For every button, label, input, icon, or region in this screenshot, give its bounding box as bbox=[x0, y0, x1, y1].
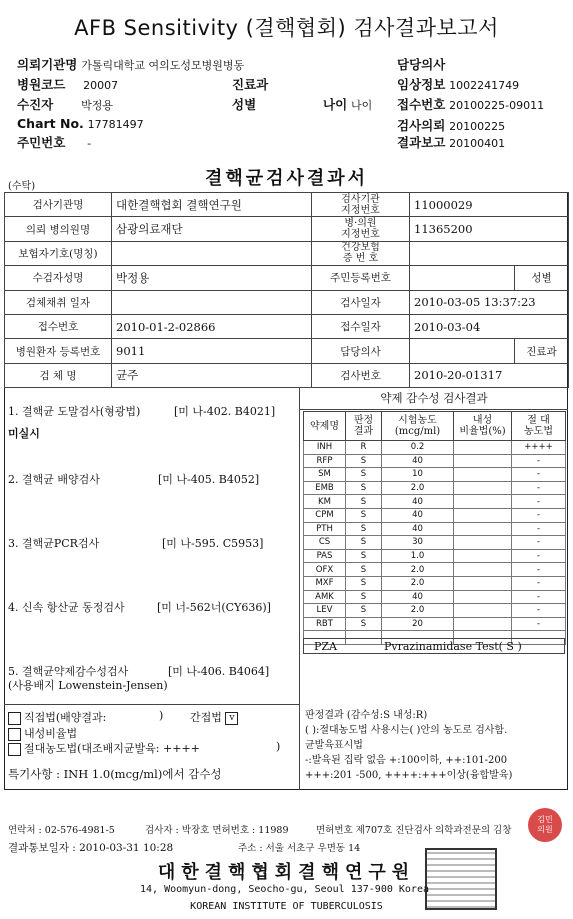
sens-header: 내성 비율법(%) bbox=[454, 412, 512, 441]
info-label: 검 체 명 bbox=[5, 363, 112, 387]
info-value: 균주 bbox=[112, 363, 312, 387]
sens-cell: 1.0 bbox=[382, 549, 454, 563]
table-row bbox=[304, 563, 566, 577]
sens-cell: 2.0 bbox=[382, 576, 454, 590]
sens-cell bbox=[454, 576, 512, 590]
patient-label: 수진자 bbox=[17, 97, 54, 112]
address-en: 14, Woomyun-dong, Seocho-gu, Seoul 137-900 Korea bbox=[140, 884, 429, 895]
info-row bbox=[5, 363, 569, 387]
sens-cell bbox=[454, 617, 512, 631]
method-ratio-label: 내성비율법 bbox=[24, 727, 78, 740]
table-row bbox=[304, 508, 566, 522]
chart-no-label: Chart No. bbox=[17, 116, 84, 131]
sens-cell: MXF bbox=[304, 576, 346, 590]
sens-cell: 0.2 bbox=[382, 441, 454, 455]
info-label: 검사기관명 bbox=[5, 193, 112, 217]
info-label: 주민등록번호 bbox=[312, 266, 410, 290]
info-label: 접수번호 bbox=[5, 314, 112, 338]
info-label: 접수일자 bbox=[312, 314, 410, 338]
info-row bbox=[5, 314, 569, 338]
rrn-label: 주민번호 bbox=[17, 135, 66, 150]
sens-cell: RFP bbox=[304, 454, 346, 468]
info-value: 11000029 bbox=[410, 193, 569, 217]
report-label: 결과보고 bbox=[397, 135, 446, 150]
sens-cell bbox=[454, 536, 512, 550]
sens-cell: 40 bbox=[382, 495, 454, 509]
info-row bbox=[5, 193, 569, 217]
table-row bbox=[304, 604, 566, 618]
report-line bbox=[397, 133, 505, 151]
sens-cell: S bbox=[346, 536, 382, 550]
consignment-tag: (수탁) bbox=[8, 181, 36, 192]
sens-cell bbox=[454, 590, 512, 604]
sens-header: 시험농도 (mcg/ml) bbox=[382, 412, 454, 441]
sens-cell: S bbox=[346, 617, 382, 631]
sens-cell: 10 bbox=[382, 468, 454, 482]
hospital-code-line bbox=[17, 75, 118, 93]
info-row bbox=[5, 217, 569, 241]
footer-address-kr: 주소 : 서울 서초구 우면동 14 bbox=[238, 843, 361, 854]
clinical-info-value: 1002241749 bbox=[449, 79, 520, 92]
sens-cell: 40 bbox=[382, 590, 454, 604]
judge-line: +++:201 -500, ++++:+++이상(융합발육) bbox=[305, 770, 513, 781]
sens-cell: ++++ bbox=[512, 441, 566, 455]
info-value: 2010-03-05 13:37:23 bbox=[410, 290, 569, 314]
info-label: 진료과 bbox=[515, 339, 569, 363]
info-table bbox=[4, 192, 569, 388]
info-label: 의뢰 병의원명 bbox=[5, 217, 112, 241]
sens-cell bbox=[454, 604, 512, 618]
age-line bbox=[323, 95, 372, 113]
sens-cell: LEV bbox=[304, 604, 346, 618]
info-value bbox=[112, 241, 312, 265]
chart-no-line bbox=[17, 116, 144, 131]
sens-cell: S bbox=[346, 522, 382, 536]
sens-cell: - bbox=[512, 617, 566, 631]
table-row bbox=[304, 536, 566, 550]
institution-line bbox=[17, 55, 244, 73]
doctor-seal: 김민 의원 bbox=[528, 808, 562, 842]
dept-label: 진료과 bbox=[232, 77, 269, 92]
sens-cell: 2.0 bbox=[382, 481, 454, 495]
sens-cell: - bbox=[512, 563, 566, 577]
test-code-pcr: [미 나-595. C5953] bbox=[162, 537, 264, 550]
sens-cell: S bbox=[346, 454, 382, 468]
sens-cell: AMK bbox=[304, 590, 346, 604]
test-code-culture: [미 나-405. B4052] bbox=[158, 473, 260, 486]
receipt-label: 접수번호 bbox=[397, 97, 446, 112]
table-row bbox=[304, 441, 566, 455]
info-row bbox=[5, 339, 569, 363]
sens-cell: 40 bbox=[382, 454, 454, 468]
sens-cell: 40 bbox=[382, 522, 454, 536]
sens-cell: R bbox=[346, 441, 382, 455]
report-value: 20100401 bbox=[449, 137, 506, 150]
info-label: 성별 bbox=[515, 266, 569, 290]
sens-cell bbox=[454, 441, 512, 455]
sens-cell: 2.0 bbox=[382, 604, 454, 618]
sens-cell: - bbox=[512, 508, 566, 522]
sens-cell: S bbox=[346, 481, 382, 495]
sens-cell: CPM bbox=[304, 508, 346, 522]
test-item-culture: 2. 결핵균 배양검사 bbox=[8, 473, 100, 486]
sens-cell bbox=[454, 522, 512, 536]
info-row bbox=[5, 241, 569, 265]
form-title: 결핵균검사결과서 bbox=[204, 168, 369, 189]
sensitivity-title: 약제 감수성 검사결과 bbox=[300, 387, 568, 410]
info-label: 검체채취 일자 bbox=[5, 290, 112, 314]
judge-line: -:발육된 집락 없음 +:100이하, ++:101-200 bbox=[305, 755, 508, 766]
pza-value: Pvrazinamidase Test( S ) bbox=[384, 640, 522, 653]
test-code-susceptibility: [미 나-406. B4064] bbox=[168, 665, 270, 678]
sens-cell: INH bbox=[304, 441, 346, 455]
info-value: 박정용 bbox=[112, 266, 312, 290]
sens-cell: - bbox=[512, 495, 566, 509]
ward-value: 병동 bbox=[222, 59, 245, 72]
institution-value: 가톨릭대학교 여의도성모병원 bbox=[81, 59, 223, 72]
divider bbox=[4, 704, 300, 705]
request-line bbox=[397, 116, 505, 134]
sens-cell: - bbox=[512, 604, 566, 618]
hospital-code-label: 병원코드 bbox=[17, 77, 66, 92]
footer-contact: 연락처 : 02-576-4981-5 bbox=[8, 825, 115, 836]
hospital-code-value: 20007 bbox=[83, 79, 119, 92]
info-value: 2010-01-2-02866 bbox=[112, 314, 312, 338]
test-item-identification: 4. 신속 항산균 동정검사 bbox=[8, 601, 125, 614]
request-label: 검사의뢰 bbox=[397, 118, 446, 133]
test-item-pcr: 3. 결핵균PCR검사 bbox=[8, 537, 100, 550]
info-value: 대한결핵협회 결핵연구원 bbox=[112, 193, 312, 217]
method-abs-label: 절대농도법(대조배지균발육: ++++ bbox=[24, 742, 200, 755]
method-abs-close: ) bbox=[276, 740, 281, 753]
sens-cell: S bbox=[346, 604, 382, 618]
test-code-smear: [미 나-402. B4021] bbox=[174, 405, 276, 418]
info-label: 건강보험 증 번 호 bbox=[312, 241, 410, 265]
table-row bbox=[304, 495, 566, 509]
sensitivity-table bbox=[303, 411, 566, 645]
institution-label: 의뢰기관명 bbox=[17, 57, 78, 72]
sens-cell: SM bbox=[304, 468, 346, 482]
test-medium: (사용배지 Lowenstein-Jensen) bbox=[8, 679, 168, 692]
patient-name: 박정용 bbox=[81, 99, 113, 112]
special-note: 특기사항 : INH 1.0(mcg/ml)에서 감수성 bbox=[8, 767, 222, 781]
table-row bbox=[304, 481, 566, 495]
info-label: 병·의원 지정번호 bbox=[312, 217, 410, 241]
clinical-info-line bbox=[397, 75, 519, 93]
pza-label: PZA bbox=[314, 640, 337, 653]
footer-inspector: 검사자 : 박장호 면허번호 : 11989 bbox=[145, 825, 289, 836]
info-value: 9011 bbox=[112, 339, 312, 363]
info-label: 검사기관 지정번호 bbox=[312, 193, 410, 217]
sens-cell: 30 bbox=[382, 536, 454, 550]
test-item-smear: 1. 결핵균 도말검사(형광법) bbox=[8, 405, 141, 418]
method-abs-line bbox=[8, 740, 200, 756]
sens-cell: S bbox=[346, 576, 382, 590]
receipt-value: 20100225-09011 bbox=[449, 99, 545, 112]
sens-cell: S bbox=[346, 468, 382, 482]
sens-cell: - bbox=[512, 536, 566, 550]
sens-cell: - bbox=[512, 468, 566, 482]
judge-line: 판정결과 (감수성:S 내성:R) bbox=[305, 710, 428, 721]
sens-cell: - bbox=[512, 576, 566, 590]
chart-no-value: 17781497 bbox=[87, 118, 144, 131]
method-indirect-line bbox=[190, 709, 241, 725]
sens-cell bbox=[454, 495, 512, 509]
test-result-smear: 미실시 bbox=[8, 427, 40, 440]
pza-row bbox=[303, 638, 565, 654]
table-row bbox=[304, 468, 566, 482]
sens-cell: EMB bbox=[304, 481, 346, 495]
sens-header: 절 대 농도법 bbox=[512, 412, 566, 441]
method-direct-label: 직접법(배양결과: bbox=[24, 711, 107, 724]
judge-line: ( ):절대농도법 사용시는( )안의 농도로 검사함. bbox=[305, 725, 508, 736]
method-direct-checkbox[interactable] bbox=[8, 712, 21, 725]
doctor-label: 담당의사 bbox=[397, 57, 446, 72]
sens-cell: - bbox=[512, 481, 566, 495]
sens-cell: 2.0 bbox=[382, 563, 454, 577]
judge-line: 균발육표시법 bbox=[305, 740, 363, 751]
sens-cell: RBT bbox=[304, 617, 346, 631]
sens-cell: S bbox=[346, 590, 382, 604]
table-row bbox=[304, 590, 566, 604]
info-label: 병원환자 등록번호 bbox=[5, 339, 112, 363]
table-row bbox=[304, 549, 566, 563]
request-value: 20100225 bbox=[449, 120, 506, 133]
info-value bbox=[410, 241, 569, 265]
judge-legend bbox=[300, 708, 568, 783]
sens-cell: - bbox=[512, 590, 566, 604]
info-row bbox=[5, 290, 569, 314]
method-indirect-checkbox[interactable]: v bbox=[225, 712, 238, 725]
test-list bbox=[4, 387, 300, 790]
sens-cell: - bbox=[512, 549, 566, 563]
patient-line bbox=[17, 95, 113, 113]
sens-cell: S bbox=[346, 549, 382, 563]
test-code-identification: [미 너-562너(CY636)] bbox=[157, 601, 271, 614]
footer-license: 면허번호 제707호 진단검사 의학과전문의 김창 bbox=[316, 825, 512, 836]
info-label: 담당의사 bbox=[312, 339, 410, 363]
table-row bbox=[304, 617, 566, 631]
info-value: 삼광의료재단 bbox=[112, 217, 312, 241]
sens-cell: 20 bbox=[382, 617, 454, 631]
sens-cell: PTH bbox=[304, 522, 346, 536]
method-ratio-checkbox[interactable] bbox=[8, 728, 21, 741]
sens-cell: OFX bbox=[304, 563, 346, 577]
info-value bbox=[410, 266, 515, 290]
sens-header: 판정 결과 bbox=[346, 412, 382, 441]
sex-label: 성별 bbox=[232, 97, 257, 112]
info-row bbox=[5, 266, 569, 290]
sens-cell: KM bbox=[304, 495, 346, 509]
sens-cell: PAS bbox=[304, 549, 346, 563]
table-row bbox=[304, 576, 566, 590]
rrn-line bbox=[17, 133, 91, 151]
rrn-value: - bbox=[87, 137, 92, 150]
sens-cell bbox=[454, 454, 512, 468]
sens-header: 약제명 bbox=[304, 412, 346, 441]
sens-cell: - bbox=[512, 522, 566, 536]
clinical-info-label: 임상정보 bbox=[397, 77, 446, 92]
info-value bbox=[410, 339, 515, 363]
institute-name-kr: 대한결핵협회결핵연구원 bbox=[157, 862, 416, 883]
sens-cell: S bbox=[346, 495, 382, 509]
info-label: 검사번호 bbox=[312, 363, 410, 387]
age-label: 나이 bbox=[323, 97, 348, 112]
institute-name-en: KOREAN INSTITUTE OF TUBERCULOSIS bbox=[190, 901, 383, 912]
method-indirect-label: 간접법 bbox=[190, 711, 222, 724]
info-label: 보험자기호(명칭) bbox=[5, 241, 112, 265]
sens-cell: CS bbox=[304, 536, 346, 550]
sens-cell bbox=[454, 549, 512, 563]
table-row bbox=[304, 522, 566, 536]
method-direct-line bbox=[8, 709, 106, 725]
sens-cell: - bbox=[512, 454, 566, 468]
info-value: 2010-20-01317 bbox=[410, 363, 569, 387]
sens-cell bbox=[454, 508, 512, 522]
info-value: 11365200 bbox=[410, 217, 569, 241]
receipt-line bbox=[397, 95, 544, 113]
method-direct-close: ) bbox=[159, 709, 164, 722]
table-row bbox=[304, 454, 566, 468]
info-value: 2010-03-04 bbox=[410, 314, 569, 338]
info-label: 수검자성명 bbox=[5, 266, 112, 290]
footer-notice-date: 결과통보일자 : 2010-03-31 10:28 bbox=[8, 842, 174, 854]
sens-cell: 40 bbox=[382, 508, 454, 522]
test-item-susceptibility: 5. 결핵균약제감수성검사 bbox=[8, 665, 129, 678]
info-label: 검사일자 bbox=[312, 290, 410, 314]
sens-cell bbox=[454, 481, 512, 495]
report-header-title: AFB Sensitivity (결핵협회) 검사결과보고서 bbox=[74, 16, 499, 40]
method-abs-checkbox[interactable] bbox=[8, 743, 21, 756]
age-value: 나이 bbox=[350, 99, 373, 112]
info-value bbox=[112, 290, 312, 314]
sens-cell: S bbox=[346, 563, 382, 577]
sens-cell bbox=[454, 563, 512, 577]
sens-cell: S bbox=[346, 508, 382, 522]
method-ratio-line bbox=[8, 725, 77, 741]
sens-cell bbox=[454, 468, 512, 482]
